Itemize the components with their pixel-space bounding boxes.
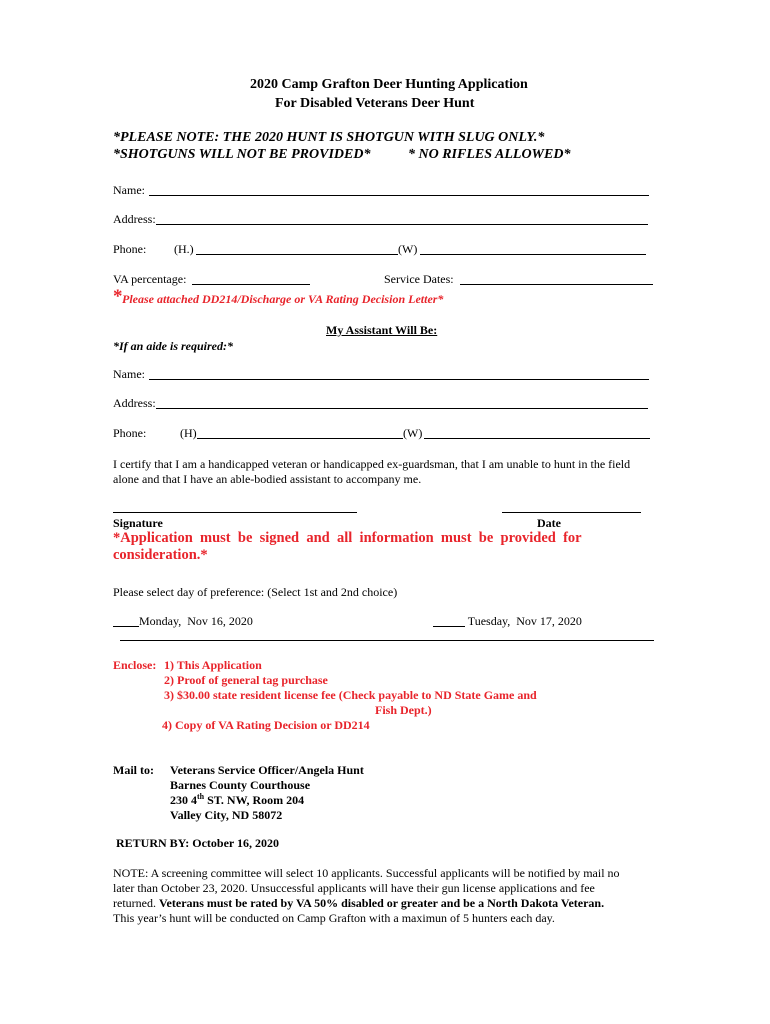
va-percentage-label: VA percentage: <box>113 272 187 286</box>
mail-line-3: 230 4th ST. NW, Room 204 <box>170 792 305 807</box>
service-dates-field[interactable] <box>460 284 653 285</box>
form-title: 2020 Camp Grafton Deer Hunting Application <box>250 77 528 92</box>
aide-required-note: *If an aide is required:* <box>113 339 233 353</box>
signature-warning-line-1: *Application must be signed and all information must be provided for <box>113 530 582 546</box>
certify-line-1: I certify that I am a handicapped veteran or handicapped ex-guardsman, that I am unable to hunt in the field <box>113 457 631 471</box>
signature-warning-line-2: consideration.* <box>113 547 208 563</box>
assistant-name-label: Name: <box>113 367 145 381</box>
assistant-home-label: (H) <box>180 426 197 440</box>
applicant-home-label: (H.) <box>174 242 194 256</box>
no-rifles-note: * NO RIFLES ALLOWED* <box>408 147 571 162</box>
closing-line-1: NOTE: A screening committee will select 10 applicants. Successful applicants will be notified by mail no <box>113 866 620 880</box>
assistant-address-field[interactable] <box>156 408 648 409</box>
applicant-address-label: Address: <box>113 212 156 226</box>
certify-line-2: alone and that I have an able-bodied assistant to accompany me. <box>113 472 422 486</box>
attach-asterisk: * <box>113 286 123 307</box>
date-field[interactable] <box>502 512 641 513</box>
closing-line-4: This year’s hunt will be conducted on Camp Grafton with a maximun of 5 hunters each day. <box>113 911 555 925</box>
mail-line-4: Valley City, ND 58072 <box>170 808 283 822</box>
enclose-item-3: 3) $30.00 state resident license fee (Check payable to ND State Game and <box>164 688 537 702</box>
mail-line-1: Veterans Service Officer/Angela Hunt <box>170 763 364 777</box>
closing-line-2: later than October 23, 2020. Unsuccessful applicants will have their gun license applications and fee <box>113 881 595 895</box>
assistant-heading: My Assistant Will Be: <box>326 323 438 337</box>
tuesday-choice-blank[interactable] <box>433 626 465 627</box>
section-divider <box>120 640 654 641</box>
form-subtitle: For Disabled Veterans Deer Hunt <box>275 96 475 111</box>
enclose-item-3-continued: Fish Dept.) <box>375 703 432 717</box>
tuesday-option-label: Tuesday, Nov 17, 2020 <box>465 614 582 628</box>
return-by: RETURN BY: October 16, 2020 <box>116 836 280 850</box>
monday-choice-blank[interactable] <box>113 626 139 627</box>
applicant-phone-label: Phone: <box>113 242 147 256</box>
assistant-phone-label: Phone: <box>113 426 147 440</box>
assistant-work-label: (W) <box>403 426 423 440</box>
no-shotguns-note: *SHOTGUNS WILL NOT BE PROVIDED* <box>113 147 371 162</box>
shotgun-note: *PLEASE NOTE: THE 2020 HUNT IS SHOTGUN WITH SLUG ONLY.* <box>113 130 545 145</box>
signature-label: Signature <box>113 516 163 530</box>
attach-discharge-note: Please attached DD214/Discharge or VA Rating Decision Letter* <box>122 292 444 306</box>
mail-line-2: Barnes County Courthouse <box>170 778 311 792</box>
applicant-address-field[interactable] <box>156 224 648 225</box>
assistant-work-phone-field[interactable] <box>424 438 650 439</box>
mail-to-label: Mail to: <box>113 763 154 777</box>
date-label: Date <box>537 516 561 530</box>
enclose-label: Enclose: <box>113 658 157 672</box>
enclose-item-1: 1) This Application <box>164 658 262 672</box>
applicant-home-phone-field[interactable] <box>196 254 398 255</box>
applicant-work-label: (W) <box>398 242 418 256</box>
monday-option-label: Monday, Nov 16, 2020 <box>139 614 253 628</box>
applicant-work-phone-field[interactable] <box>420 254 646 255</box>
day-preference-prompt: Please select day of preference: (Select 1st and 2nd choice) <box>113 585 398 599</box>
service-dates-label: Service Dates: <box>384 272 454 286</box>
enclose-item-2: 2) Proof of general tag purchase <box>164 673 328 687</box>
closing-line-3: returned. Veterans must be rated by VA 50% disabled or greater and be a North Dakota Veteran. <box>113 896 605 910</box>
assistant-home-phone-field[interactable] <box>197 438 403 439</box>
applicant-name-label: Name: <box>113 183 145 197</box>
va-percentage-field[interactable] <box>192 284 310 285</box>
applicant-name-field[interactable] <box>149 195 649 196</box>
signature-field[interactable] <box>113 512 357 513</box>
enclose-item-4: 4) Copy of VA Rating Decision or DD214 <box>162 718 370 732</box>
assistant-address-label: Address: <box>113 396 156 410</box>
assistant-name-field[interactable] <box>149 379 649 380</box>
